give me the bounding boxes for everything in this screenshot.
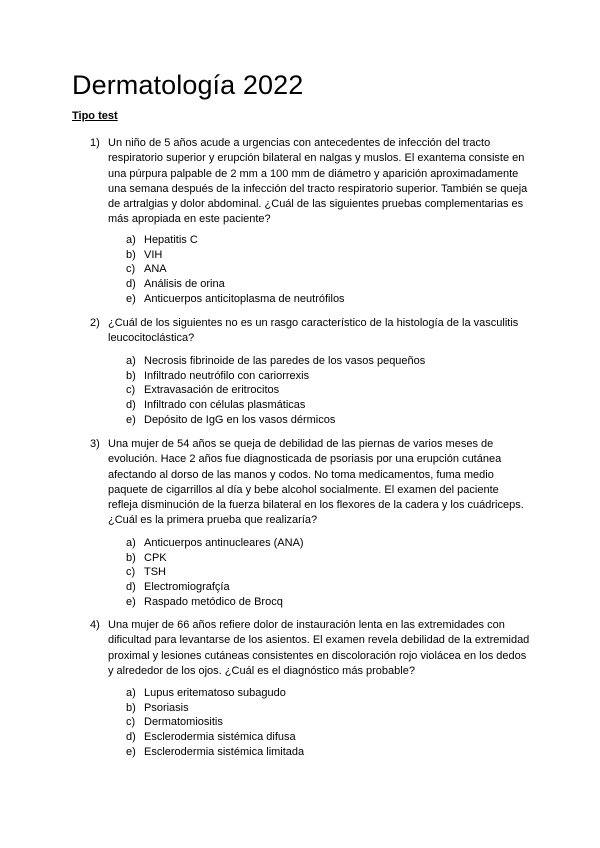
option-b: b) Infiltrado neutrófilo con cariorrexis <box>126 369 310 382</box>
section-heading: Tipo test <box>72 110 118 122</box>
question-number: 2) <box>90 317 100 329</box>
option-a: a) Lupus eritematoso subagudo <box>126 687 286 699</box>
question-2-options <box>126 354 425 428</box>
option-d: d) Infiltrado con células plasmáticas <box>126 399 306 412</box>
question-4-options <box>126 686 304 760</box>
option-d: d) Esclerodermia sistémica difusa <box>126 731 296 744</box>
option-b: b) CPK <box>126 551 167 564</box>
question-number: 4) <box>90 619 100 631</box>
question-number: 3) <box>90 438 100 450</box>
option-c: c) Dermatomiositis <box>126 716 223 729</box>
question-text: Una mujer de 54 años se queja de debilidad de las piernas de varios meses de evolución. Hace 2 años fue diagnosticada de psoriasis por una erupción cutánea afectando al dorso de las manos y codos. No toma medicamentos, fuma medio paquete de cigarrillos al día y bebe alcohol socialmente. El examen del paciente refleja disminución de la fuerza bilateral en los flexores de la cadera y los cuádriceps. ¿Cuál es la primera prueba que realizaría? <box>108 438 524 527</box>
option-d: d) Electromiografçía <box>126 581 230 594</box>
option-e: e) Raspado metódico de Brocq <box>126 595 283 608</box>
question-text: Una mujer de 66 años refiere dolor de instauración lenta en las extremidades con dificultad para levantarse de los asientos. El examen revela debilidad de la extremidad proximal y lesiones cutáneas consistentes en discoloración rojo violácea en los dedos y alrededor de los ojos. ¿Cuál es el diagnóstico más probable? <box>108 619 530 677</box>
question-4 <box>90 618 530 679</box>
option-e: e) Depósito de IgG en los vasos dérmicos <box>126 413 336 426</box>
option-e: e) Anticuerpos anticitoplasma de neutrófilos <box>126 292 345 305</box>
option-e: e) Esclerodermia sistémica limitada <box>126 745 305 758</box>
question-1-options <box>126 233 345 307</box>
question-text: ¿Cuál de los siguientes no es un rasgo característico de la histología de la vasculitis leucocitoclástica? <box>108 317 519 345</box>
question-text: Un niño de 5 años acude a urgencias con antecedentes de infección del tracto respiratorio superior y erupción bilateral en nalgas y muslos. El exantema consiste en una púrpura palpable de 2 mm a 100 mm de diámetro y aparición aproximadamente una semana después de la infección del tracto respiratorio superior. También se queja de artralgias y dolor abdominal. ¿Cuál de las siguientes pruebas complementarias es más apropiada en este paciente? <box>108 137 528 226</box>
option-b: b) Psoriasis <box>126 701 189 714</box>
option-d: d) Análisis de orina <box>126 278 225 291</box>
option-c: c) Extravasación de eritrocitos <box>126 384 280 397</box>
question-number: 1) <box>90 137 100 149</box>
question-1 <box>90 136 530 228</box>
option-a: a) Hepatitis C <box>126 234 198 246</box>
option-b: b) VIH <box>126 248 163 261</box>
question-2 <box>90 316 530 347</box>
option-c: c) ANA <box>126 263 167 276</box>
document-title: Dermatología 2022 <box>72 70 304 100</box>
option-c: c) TSH <box>126 566 166 579</box>
option-a: a) Anticuerpos antinucleares (ANA) <box>126 537 304 549</box>
question-3 <box>90 437 530 529</box>
question-3-options <box>126 536 304 610</box>
option-a: a) Necrosis fibrinoide de las paredes de los vasos pequeños <box>126 355 426 367</box>
